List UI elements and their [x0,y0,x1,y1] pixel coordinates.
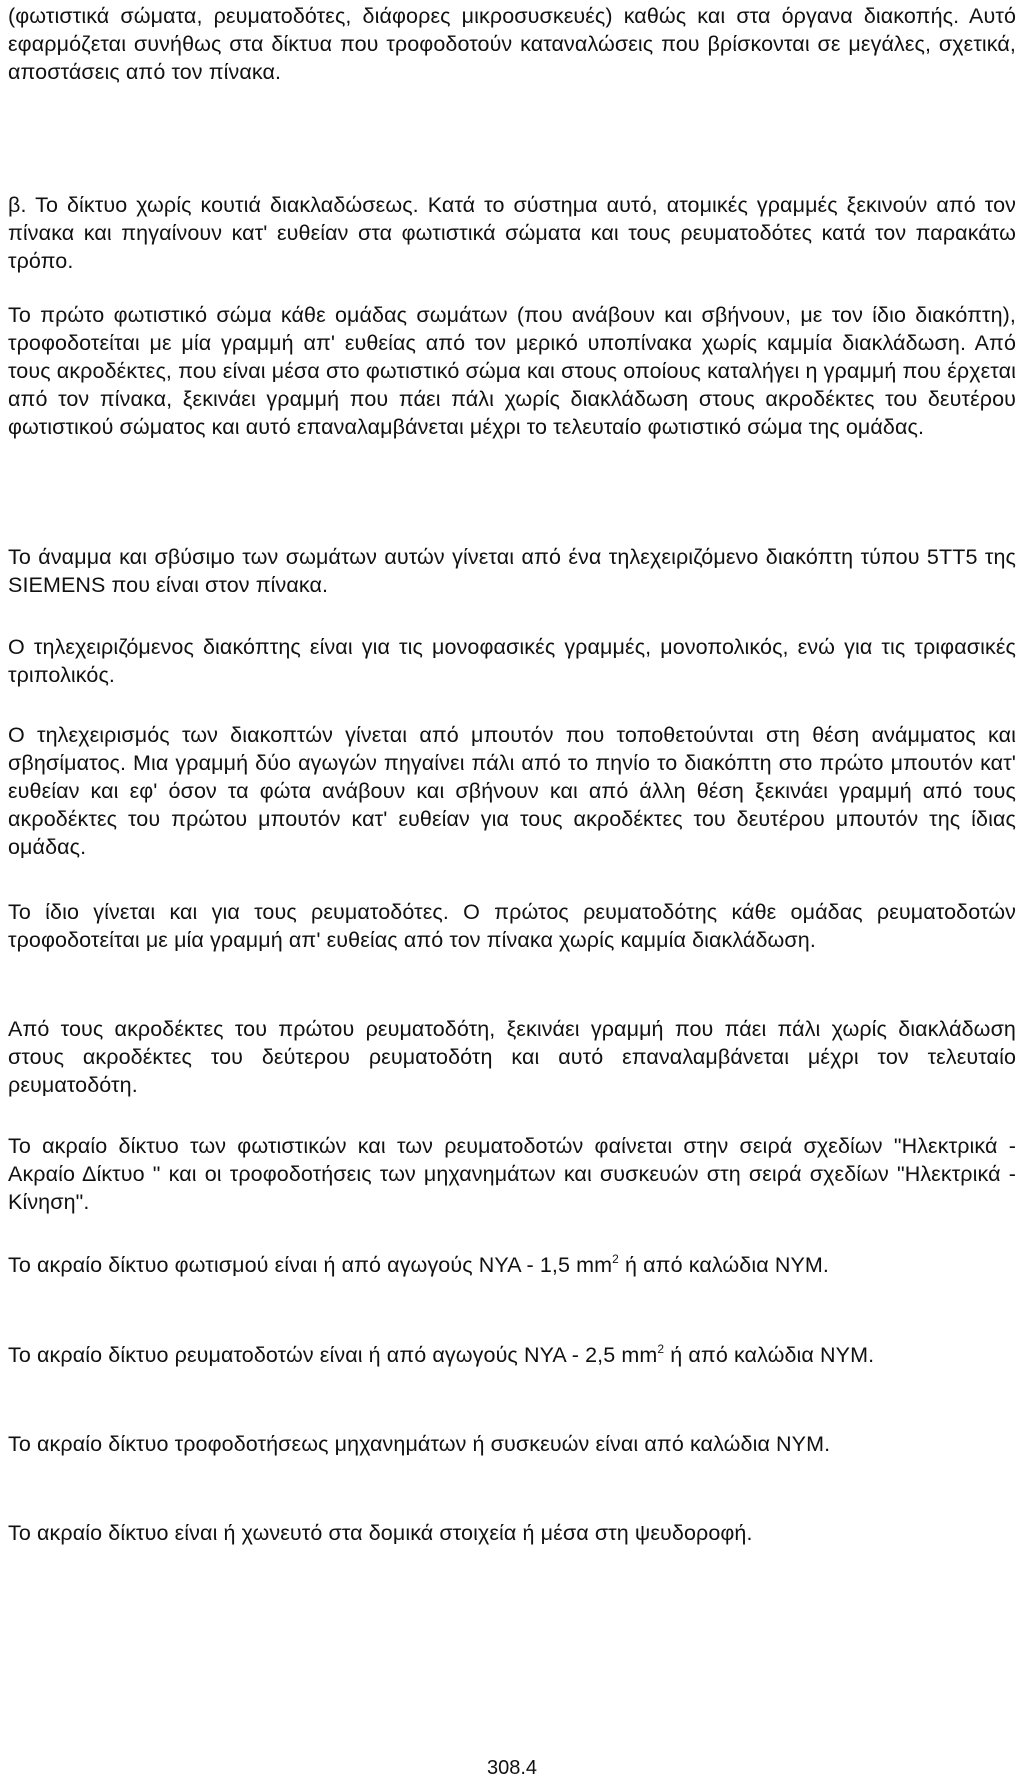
paragraph-11-text-end: ή από καλώδια ΝΥΜ. [664,1343,875,1367]
paragraph-13: Το ακραίο δίκτυο είναι ή χωνευτό στα δομικά στοιχεία ή μέσα στη ψευδοροφή. [8,1521,753,1545]
paragraph-10-text: Το ακραίο δίκτυο φωτισμού είναι ή από αγωγούς ΝΥΑ - 1,5 mm [8,1253,613,1277]
paragraph-11 [8,1341,1016,1369]
superscript-squared: 2 [657,1342,665,1356]
paragraph-11-text: Το ακραίο δίκτυο ρευματοδοτών είναι ή από αγωγούς ΝΥΑ - 2,5 mm [8,1343,658,1367]
paragraph-10 [8,1251,1016,1279]
paragraph-8: Από τους ακροδέκτες του πρώτου ρευματοδότη, ξεκινάει γραμμή που πάει πάλι χωρίς διακλάδωση στους ακροδέκτες του δεύτερου ρευματοδότη και αυτό επαναλαμβάνεται μέχρι τον τελευταίο ρευματοδότη. [8,1017,1016,1097]
paragraph-5: Ο τηλεχειριζόμενος διακόπτης είναι για τις μονοφασικές γραμμές, μονοπολικός, ενώ για τις τριφασικές τριπολικός. [8,635,1016,687]
paragraph-2: β. Το δίκτυο χωρίς κουτιά διακλαδώσεως. Κατά το σύστημα αυτό, ατομικές γραμμές ξεκινούν από τον πίνακα και πηγαίνουν κατ' ευθείαν στα φωτιστικά σώματα και τους ρευματοδότες κατά τον παρακάτω τρόπο. [8,193,1016,273]
paragraph-12: Το ακραίο δίκτυο τροφοδοτήσεως μηχανημάτων ή συσκευών είναι από καλώδια ΝΥΜ. [8,1432,831,1456]
paragraph-6: Ο τηλεχειρισμός των διακοπτών γίνεται από μπουτόν που τοποθετούνται στη θέση ανάμματος και σβησίματος. Μια γραμμή δύο αγωγών πηγαίνει πάλι από το πηνίο το διακόπτη στο πρώτο μπουτόν κατ' ευθείαν και εφ' όσον τα φώτα ανάβουν και σβήνουν και από άλλη θέση ξεκινάει γραμμή από τους ακροδέκτες του πρώτου μπουτόν κατ' ευθείαν για τους ακροδέκτες του δευτέρου μπουτόν της ίδιας ομάδας. [8,723,1016,859]
paragraph-1: (φωτιστικά σώματα, ρευματοδότες, διάφορες μικροσυσκευές) καθώς και στα όργανα διακοπής. Αυτό εφαρμόζεται συνήθως στα δίκτυα που τροφοδοτούν καταναλώσεις που βρίσκονται σε μεγάλες, σχετικά, αποστάσεις από τον πίνακα. [8,4,1016,84]
paragraph-7: Το ίδιο γίνεται και για τους ρευματοδότες. Ο πρώτος ρευματοδότης κάθε ομάδας ρευματοδοτών τροφοδοτείται με μία γραμμή απ' ευθείας από τον πίνακα χωρίς καμμία διακλάδωση. [8,900,1016,952]
superscript-squared: 2 [612,1252,619,1266]
page-number: 308.4 [486,1757,538,1779]
paragraph-9: Το ακραίο δίκτυο των φωτιστικών και των ρευματοδοτών φαίνεται στην σειρά σχεδίων "Ηλεκτρικά - Ακραίο Δίκτυο " και οι τροφοδοτήσεις των μηχανημάτων και συσκευών στη σειρά σχεδίων "Ηλεκτρικά - Κίνηση". [8,1134,1016,1214]
paragraph-4: Το άναμμα και σβύσιμο των σωμάτων αυτών γίνεται από ένα τηλεχειριζόμενο διακόπτη τύπου 5ΤΤ5 της SIEMENS που είναι στον πίνακα. [8,545,1016,597]
paragraph-10-text-end: ή από καλώδια ΝΥΜ. [618,1253,829,1277]
document-page [8,0,1016,1781]
paragraph-3: Το πρώτο φωτιστικό σώμα κάθε ομάδας σωμάτων (που ανάβουν και σβήνουν, με τον ίδιο διακόπτη), τροφοδοτείται με μία γραμμή απ' ευθείας από τον μερικό υποπίνακα χωρίς καμμία διακλάδωση. Από τους ακροδέκτες, που είναι μέσα στο φωτιστικό σώμα και στους οποίους καταλήγει η γραμμή που έρχεται από τον πίνακα, ξεκινάει γραμμή που πάει πάλι χωρίς διακλάδωση στους ακροδέκτες του δευτέρου φωτιστικού σώματος και αυτό επαναλαμβάνεται μέχρι το τελευταίο φωτιστικό σώμα της ομάδας. [8,303,1016,439]
